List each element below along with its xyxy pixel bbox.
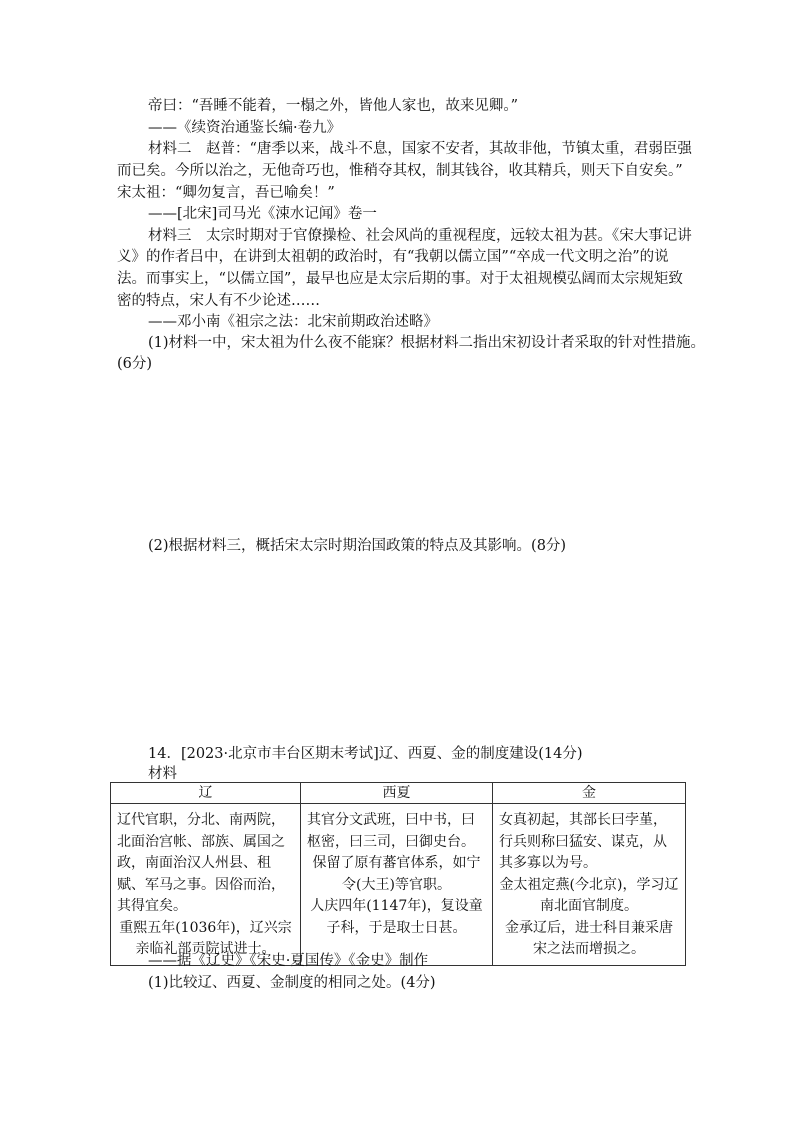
material-three-line: 义》的作者吕中，在讲到太祖朝的政治时，有“我朝以儒立国”“卒成一代文明之治”的说: [117, 249, 669, 265]
cell-paragraph: 金承辽后，进士科目兼采唐宋之法而增损之。: [505, 919, 673, 957]
header-xixia: 西夏: [301, 783, 493, 804]
question-14-1: (1)比较辽、西夏、金制度的相同之处。(4分): [148, 975, 436, 991]
quote-line: 帝曰：“吾睡不能着，一榻之外，皆他人家也，故来见卿。”: [148, 98, 519, 114]
question-1: (1)材料一中，宋太祖为什么夜不能寐？根据材料二指出宋初设计者采取的针对性措施。: [148, 335, 706, 351]
material-two-line: 宋太祖：“卿勿复言，吾已喻矣！”: [117, 185, 335, 201]
cell-paragraph: 重熙五年(1036年)，辽兴宗亲临礼部贡院试进士。: [119, 919, 292, 957]
material-two-line: 而已矣。今所以治之，无他奇巧也，惟稍夺其权，制其钱谷，收其精兵，则天下自安矣。”: [117, 163, 683, 179]
question-1-points: (6分): [117, 356, 153, 372]
cell-paragraph: 女真初起，其部长曰孛堇，行兵则称曰猛安、谋克，从其多寡以为号。: [499, 812, 667, 871]
cell-xixia: [301, 804, 493, 966]
cell-liao: [111, 804, 301, 966]
institution-table: [110, 782, 686, 966]
material-three-line: 密的特点，宋人有不少论述……: [117, 293, 320, 309]
table-row: [111, 804, 686, 966]
cell-jin: [493, 804, 686, 966]
cell-paragraph: 辽代官职，分北、南两院，北面治宫帐、部族、属国之政，南面治汉人州县、租赋、军马之事。因俗而治，其得宜矣。: [117, 812, 285, 914]
cell-paragraph: 人庆四年(1147年)，复设童子科，于是取士日甚。: [310, 898, 483, 936]
question-2: (2)根据材料三，概括宋太宗时期治国政策的特点及其影响。(8分): [148, 538, 567, 554]
table-header-row: [111, 783, 686, 804]
header-liao: 辽: [111, 783, 301, 804]
header-jin: 金: [493, 783, 686, 804]
cell-paragraph: 其官分文武班，曰中书，曰枢密，曰三司，曰御史台。: [307, 812, 475, 850]
material-label: 材料: [148, 766, 177, 782]
source-citation: ——[北宋]司马光《涑水记闻》卷一: [148, 206, 377, 222]
question-14-title: 14．[2023·北京市丰台区期末考试]辽、西夏、金的制度建设(14分): [148, 746, 583, 762]
cell-paragraph: 保留了原有蕃官体系，如宁令(大王)等官职。: [312, 855, 481, 893]
source-citation: ——《续资治通鉴长编·卷九》: [148, 120, 342, 136]
material-two-line: 材料二 赵普：“唐季以来，战斗不息，国家不安者，其故非他，节镇太重，君弱臣强: [148, 141, 692, 157]
cell-paragraph: 金太祖定燕(今北京)，学习辽南北面官制度。: [499, 876, 679, 914]
source-citation: ——邓小南《祖宗之法：北宋前期政治述略》: [148, 314, 438, 330]
table-source: ——据《辽史》《宋史·夏国传》《金史》制作: [148, 953, 429, 969]
material-three-line: 法。而事实上，“以儒立国”，最早也应是太宗后期的事。对于太祖规模弘阔而太宗规矩致: [117, 271, 683, 287]
material-three-line: 材料三 太宗时期对于官僚操检、社会风尚的重视程度，远较太祖为甚。《宋大事记讲: [148, 228, 692, 244]
